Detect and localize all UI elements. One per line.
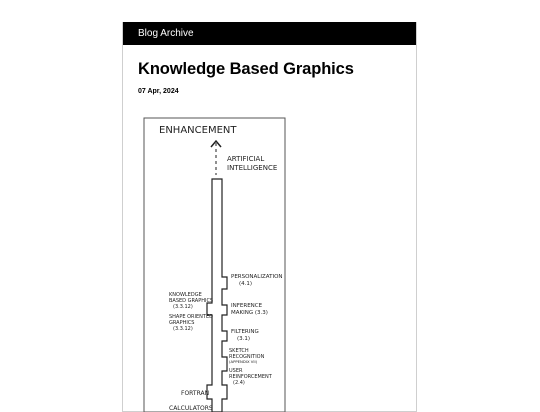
svg-text:(3.1): (3.1) [237,336,251,342]
svg-text:RECOGNITION: RECOGNITION [229,354,265,360]
svg-text:GRAPHICS: GRAPHICS [169,320,195,326]
post-date: 07 Apr, 2024 [138,88,179,95]
blog-archive-link[interactable]: Blog Archive [138,28,194,39]
svg-text:(4.1): (4.1) [239,281,253,287]
svg-text:(APPENDIX VII): (APPENDIX VII) [229,359,258,364]
left-label-fortran: FORTRAN [181,390,210,397]
enhancement-sketch-image [143,117,288,412]
top-label-artificial: ARTIFICIAL [227,155,265,163]
svg-text:(2.4): (2.4) [233,380,245,386]
svg-text:MAKING (3.3): MAKING (3.3) [231,310,268,316]
blog-post-card [122,22,417,412]
post-title: Knowledge Based Graphics [138,60,354,78]
svg-text:SKETCH: SKETCH [229,348,249,354]
svg-text:SHAPE ORIENTED: SHAPE ORIENTED [169,314,213,320]
top-label-intelligence: INTELLIGENCE [227,164,278,172]
svg-text:(3.3.12): (3.3.12) [173,304,193,310]
svg-text:USER: USER [229,368,243,374]
svg-text:INFERENCE: INFERENCE [231,303,263,309]
svg-text:(3.3.12): (3.3.12) [173,326,193,332]
svg-text:FILTERING: FILTERING [231,329,259,335]
svg-text:PERSONALIZATION: PERSONALIZATION [231,274,283,280]
svg-text:BASED GRAPHICS: BASED GRAPHICS [169,298,214,304]
top-bar [123,22,416,45]
svg-text:REINFORCEMENT: REINFORCEMENT [229,374,272,380]
sketch-heading: ENHANCEMENT [159,125,237,136]
svg-text:KNOWLEDGE: KNOWLEDGE [169,292,202,298]
left-label-calculators: CALCULATORS [169,405,213,412]
